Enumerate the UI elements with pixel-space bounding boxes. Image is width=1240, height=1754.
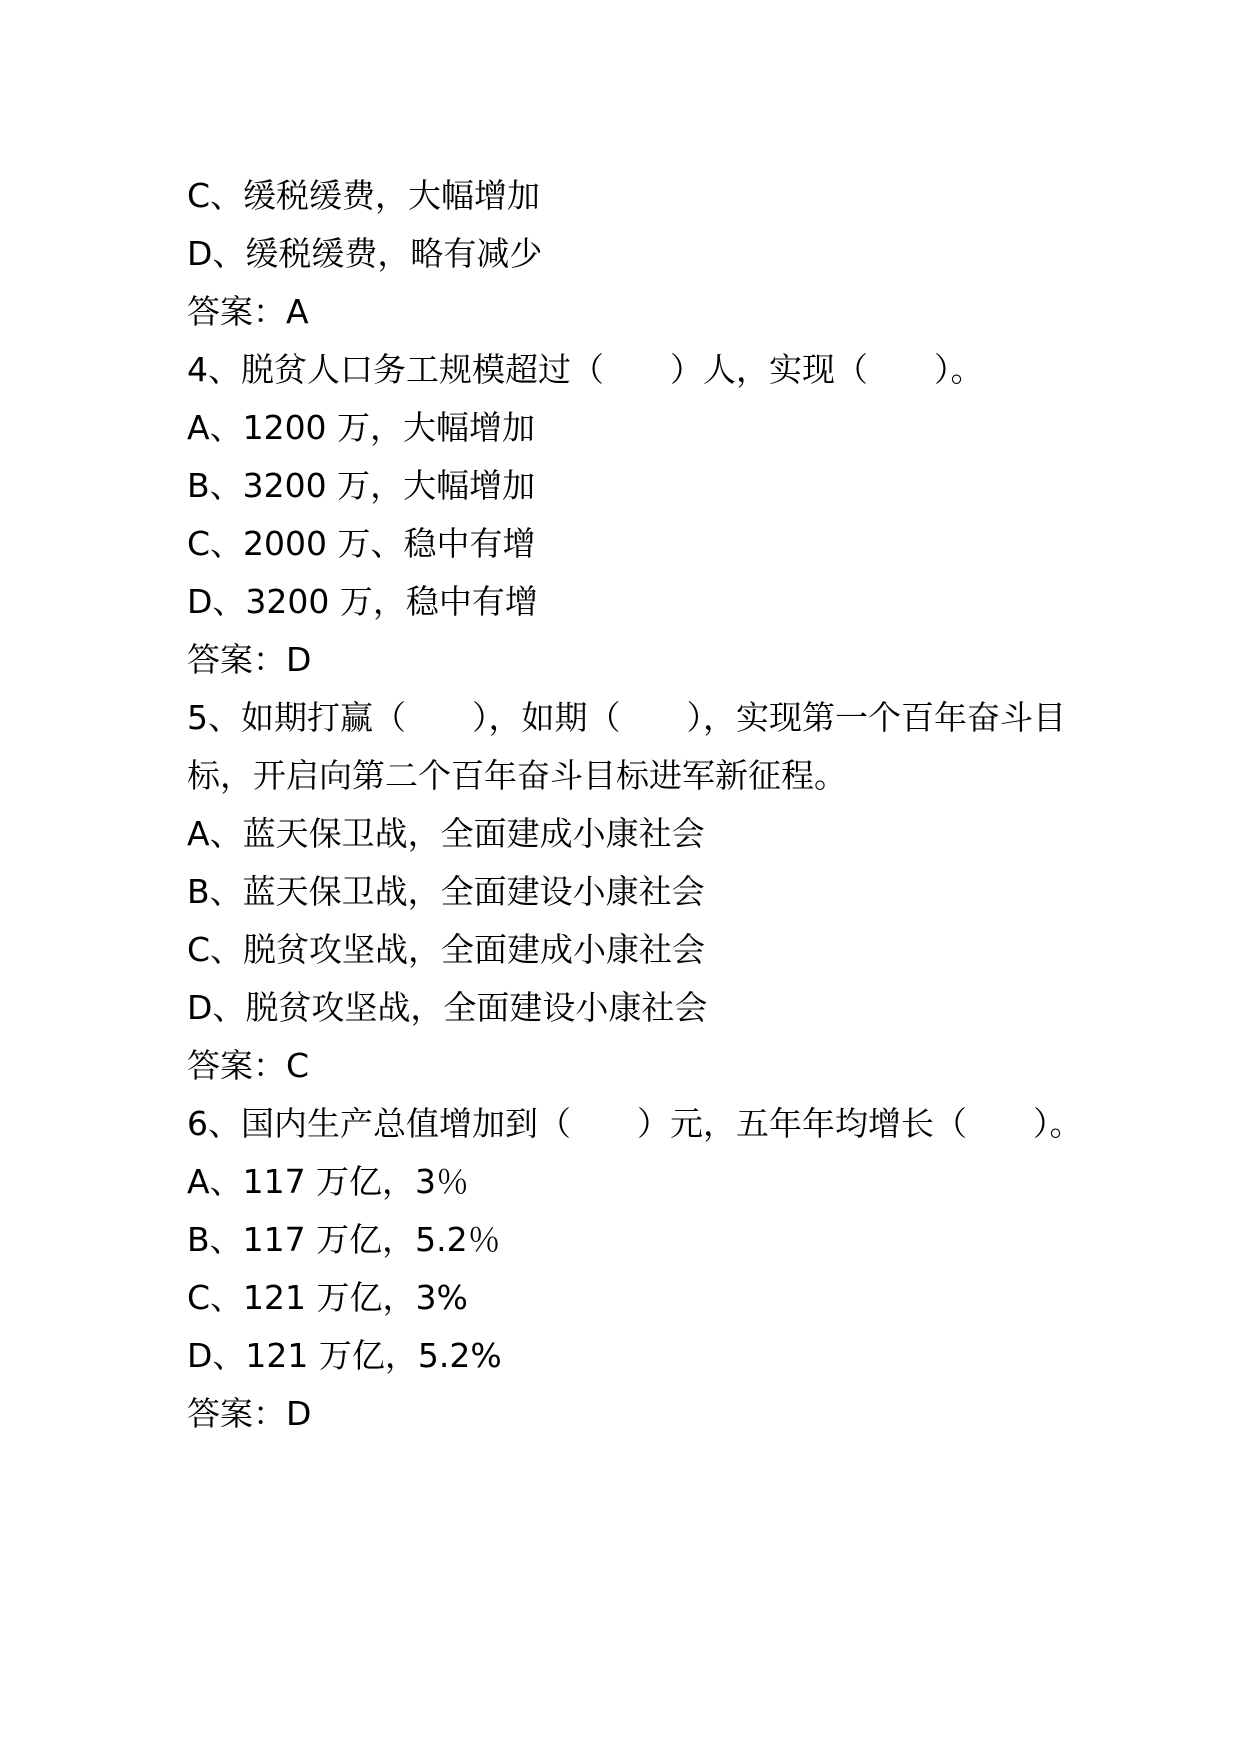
- q5-answer: 答案：C: [187, 1046, 310, 1085]
- q6-option-c: C、121 万亿，3%: [187, 1278, 468, 1317]
- q6-option-d: D、121 万亿，5.2%: [187, 1336, 502, 1375]
- q5-question-line1: 5、如期打赢（ ），如期（ ），实现第一个百年奋斗目: [187, 698, 1066, 737]
- q4-answer: 答案：D: [187, 640, 312, 679]
- q6-option-b: B、117 万亿，5.2％: [187, 1220, 501, 1259]
- document-page: [187, 0, 1087, 1754]
- q6-answer: 答案：D: [187, 1394, 312, 1433]
- q5-option-a: A、蓝天保卫战，全面建成小康社会: [187, 814, 705, 853]
- q4-option-c: C、2000 万、稳中有增: [187, 524, 536, 563]
- q3-answer: 答案：A: [187, 292, 309, 331]
- q5-option-c: C、脱贫攻坚战，全面建成小康社会: [187, 930, 706, 969]
- q5-option-d: D、脱贫攻坚战，全面建设小康社会: [187, 988, 708, 1027]
- q5-option-b: B、蓝天保卫战，全面建设小康社会: [187, 872, 705, 911]
- q4-question: 4、脱贫人口务工规模超过（ ）人，实现（ ）。: [187, 350, 984, 389]
- q4-option-b: B、3200 万，大幅增加: [187, 466, 536, 505]
- q4-option-d: D、3200 万，稳中有增: [187, 582, 538, 621]
- q6-option-a: A、117 万亿，3％: [187, 1162, 470, 1201]
- q4-option-a: A、1200 万，大幅增加: [187, 408, 536, 447]
- q3-option-c: C、缓税缓费，大幅增加: [187, 176, 541, 215]
- q6-question: 6、国内生产总值增加到（ ）元，五年年均增长（ ）。: [187, 1104, 1083, 1143]
- q3-option-d: D、缓税缓费，略有减少: [187, 234, 543, 273]
- q5-question-line2: 标，开启向第二个百年奋斗目标进军新征程。: [187, 756, 847, 795]
